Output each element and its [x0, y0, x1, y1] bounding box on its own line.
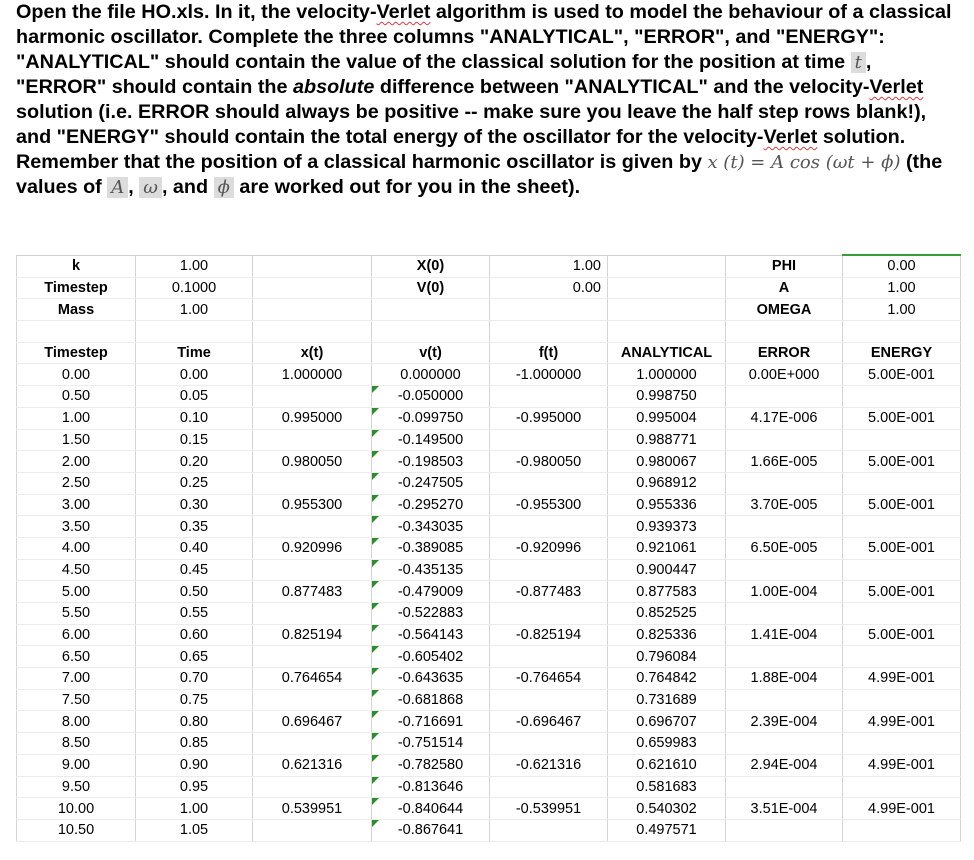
cell-v[interactable]: -0.840644 [372, 798, 490, 820]
cell-time[interactable]: 0.20 [136, 451, 253, 473]
cell-analytical[interactable]: 0.939373 [608, 516, 726, 538]
cell-f[interactable] [490, 472, 608, 494]
cell-error[interactable] [726, 516, 843, 538]
math-symbol-omega: ω [139, 177, 162, 198]
table-row [17, 754, 961, 776]
cell-analytical[interactable]: 0.764842 [608, 668, 726, 690]
cell-f[interactable]: -0.980050 [490, 451, 608, 473]
cell-analytical[interactable]: 0.988771 [608, 429, 726, 451]
table-row [17, 364, 961, 386]
cell-time[interactable]: 1.05 [136, 819, 253, 841]
cell-error[interactable]: 0.00E+000 [726, 364, 843, 386]
cell-analytical[interactable]: 0.968912 [608, 472, 726, 494]
cell-f[interactable] [490, 776, 608, 798]
cell-f[interactable] [490, 733, 608, 755]
cell-f[interactable]: -0.955300 [490, 494, 608, 516]
cell-energy[interactable] [843, 516, 961, 538]
cell-timestep[interactable]: 4.00 [17, 537, 136, 559]
cell-value-phi[interactable]: 0.00 [843, 255, 961, 277]
cell-timestep[interactable]: 0.50 [17, 386, 136, 408]
cell-label-phi[interactable]: PHI [726, 255, 843, 277]
cell-empty[interactable] [726, 321, 843, 343]
table-row [17, 472, 961, 494]
cell-time[interactable]: 0.90 [136, 754, 253, 776]
cell-energy[interactable]: 4.99E-001 [843, 711, 961, 733]
cell-timestep[interactable]: 2.50 [17, 472, 136, 494]
cell-value-omega[interactable]: 1.00 [843, 299, 961, 321]
cell-f[interactable] [490, 559, 608, 581]
cell-empty[interactable] [608, 299, 726, 321]
cell-timestep[interactable]: 7.00 [17, 668, 136, 690]
cell-error[interactable] [726, 776, 843, 798]
instr-text-6: solution. Remember that the position of a classical harmonic oscillator is given by [16, 126, 906, 173]
cell-error[interactable]: 4.17E-006 [726, 407, 843, 429]
cell-x[interactable]: 0.621316 [253, 754, 372, 776]
cell-error[interactable]: 3.70E-005 [726, 494, 843, 516]
spell-flag-verlet-3: Verlet [763, 126, 818, 148]
cell-empty[interactable] [372, 321, 490, 343]
cell-timestep[interactable]: 7.50 [17, 689, 136, 711]
cell-v[interactable]: -0.522883 [372, 603, 490, 625]
cell-x[interactable] [253, 733, 372, 755]
cell-f[interactable]: -0.877483 [490, 581, 608, 603]
cell-time[interactable]: 0.50 [136, 581, 253, 603]
cell-time[interactable]: 0.10 [136, 407, 253, 429]
cell-empty[interactable] [608, 255, 726, 277]
cell-v[interactable]: -0.389085 [372, 537, 490, 559]
cell-empty[interactable] [608, 277, 726, 299]
cell-analytical[interactable]: 0.825336 [608, 624, 726, 646]
table-row [17, 624, 961, 646]
cell-energy[interactable]: 5.00E-001 [843, 624, 961, 646]
cell-x[interactable] [253, 429, 372, 451]
cell-error[interactable] [726, 603, 843, 625]
cell-v[interactable]: -0.605402 [372, 646, 490, 668]
spell-flag-verlet-2: Verlet [869, 76, 924, 98]
cell-timestep[interactable]: 6.00 [17, 624, 136, 646]
cell-label-timestep[interactable]: Timestep [17, 277, 136, 299]
table-row [17, 819, 961, 841]
cell-v[interactable]: -0.782580 [372, 754, 490, 776]
table-row [17, 603, 961, 625]
cell-label-x0[interactable]: X(0) [372, 255, 490, 277]
header-time[interactable]: Time [136, 342, 253, 364]
table-row [17, 537, 961, 559]
header-timestep[interactable]: Timestep [17, 342, 136, 364]
cell-empty[interactable] [490, 321, 608, 343]
cell-energy[interactable]: 5.00E-001 [843, 407, 961, 429]
cell-value-a[interactable]: 1.00 [843, 277, 961, 299]
cell-time[interactable]: 1.00 [136, 798, 253, 820]
cell-energy[interactable]: 5.00E-001 [843, 364, 961, 386]
cell-time[interactable]: 0.60 [136, 624, 253, 646]
cell-time[interactable]: 0.15 [136, 429, 253, 451]
blank-row [17, 321, 961, 343]
cell-energy[interactable] [843, 559, 961, 581]
cell-analytical[interactable]: 0.731689 [608, 689, 726, 711]
cell-v[interactable]: -0.050000 [372, 386, 490, 408]
header-analytical[interactable]: ANALYTICAL [608, 342, 726, 364]
cell-error[interactable] [726, 429, 843, 451]
cell-time[interactable]: 0.35 [136, 516, 253, 538]
cell-v[interactable]: -0.247505 [372, 472, 490, 494]
math-symbol-phi: ϕ [214, 177, 234, 198]
instr-comma: , [128, 176, 140, 198]
table-row [17, 711, 961, 733]
cell-v[interactable]: -0.716691 [372, 711, 490, 733]
cell-timestep[interactable]: 10.50 [17, 819, 136, 841]
cell-timestep[interactable]: 3.50 [17, 516, 136, 538]
cell-v[interactable]: -0.813646 [372, 776, 490, 798]
cell-analytical[interactable]: 0.980067 [608, 451, 726, 473]
cell-v[interactable]: -0.867641 [372, 819, 490, 841]
cell-energy[interactable] [843, 386, 961, 408]
cell-x[interactable]: 0.764654 [253, 668, 372, 690]
cell-error[interactable] [726, 559, 843, 581]
cell-analytical[interactable]: 0.995004 [608, 407, 726, 429]
cell-v[interactable]: -0.295270 [372, 494, 490, 516]
table-row [17, 407, 961, 429]
cell-v[interactable]: -0.149500 [372, 429, 490, 451]
table-row [17, 429, 961, 451]
cell-f[interactable]: -0.764654 [490, 668, 608, 690]
cell-error[interactable] [726, 689, 843, 711]
cell-v[interactable]: -0.751514 [372, 733, 490, 755]
cell-timestep[interactable]: 5.00 [17, 581, 136, 603]
table-row [17, 733, 961, 755]
instr-text-4: difference between "ANALYTICAL" and the velocity- [374, 76, 870, 98]
cell-time[interactable]: 0.00 [136, 364, 253, 386]
cell-v[interactable]: -0.099750 [372, 407, 490, 429]
cell-f[interactable] [490, 689, 608, 711]
cell-timestep[interactable]: 8.00 [17, 711, 136, 733]
formula-oscillator: x (t) = A cos (ωt + ϕ) [707, 152, 901, 173]
instr-text-3: , "ERROR" should contain the [16, 51, 872, 98]
cell-time[interactable]: 0.05 [136, 386, 253, 408]
cell-error[interactable]: 1.66E-005 [726, 451, 843, 473]
cell-x[interactable] [253, 689, 372, 711]
cell-analytical[interactable]: 0.900447 [608, 559, 726, 581]
cell-label-v0[interactable]: V(0) [372, 277, 490, 299]
cell-x[interactable]: 0.995000 [253, 407, 372, 429]
cell-empty[interactable] [253, 321, 372, 343]
table-row [17, 559, 961, 581]
spell-flag-verlet-1: Verlet [376, 1, 431, 23]
cell-energy[interactable] [843, 776, 961, 798]
cell-timestep[interactable]: 3.00 [17, 494, 136, 516]
cell-v[interactable]: -0.435135 [372, 559, 490, 581]
cell-x[interactable] [253, 819, 372, 841]
spreadsheet-grid [16, 254, 961, 842]
table-row [17, 386, 961, 408]
cell-energy[interactable]: 5.00E-001 [843, 581, 961, 603]
cell-time[interactable]: 0.85 [136, 733, 253, 755]
cell-v[interactable]: -0.479009 [372, 581, 490, 603]
cell-x[interactable]: 0.877483 [253, 581, 372, 603]
cell-timestep[interactable]: 8.50 [17, 733, 136, 755]
cell-f[interactable]: -0.920996 [490, 537, 608, 559]
cell-energy[interactable]: 4.99E-001 [843, 754, 961, 776]
instructions-paragraph [16, 0, 966, 200]
cell-x[interactable]: 0.539951 [253, 798, 372, 820]
cell-f[interactable]: -1.000000 [490, 364, 608, 386]
instr-text-5: solution (i.e. ERROR should always be positive -- make sure you leave the half step rows blank!), and "ENERGY" should contain the total energy of the oscillator for the velocity- [16, 101, 927, 148]
cell-energy[interactable]: 5.00E-001 [843, 494, 961, 516]
cell-analytical[interactable]: 0.696707 [608, 711, 726, 733]
cell-analytical[interactable]: 1.000000 [608, 364, 726, 386]
table-row [17, 516, 961, 538]
cell-error[interactable] [726, 819, 843, 841]
header-f[interactable]: f(t) [490, 342, 608, 364]
cell-error[interactable] [726, 646, 843, 668]
table-row [17, 451, 961, 473]
cell-error[interactable] [726, 733, 843, 755]
cell-empty[interactable] [17, 321, 136, 343]
cell-error[interactable]: 2.94E-004 [726, 754, 843, 776]
cell-time[interactable]: 0.55 [136, 603, 253, 625]
cell-error[interactable] [726, 472, 843, 494]
cell-empty[interactable] [843, 321, 961, 343]
cell-energy[interactable] [843, 689, 961, 711]
cell-f[interactable]: -0.825194 [490, 624, 608, 646]
cell-empty[interactable] [372, 299, 490, 321]
cell-analytical[interactable]: 0.540302 [608, 798, 726, 820]
cell-error[interactable]: 1.00E-004 [726, 581, 843, 603]
cell-empty[interactable] [136, 321, 253, 343]
cell-timestep[interactable]: 1.50 [17, 429, 136, 451]
cell-analytical[interactable]: 0.998750 [608, 386, 726, 408]
cell-empty[interactable] [608, 321, 726, 343]
cell-value-k[interactable]: 1.00 [136, 255, 253, 277]
cell-error[interactable] [726, 386, 843, 408]
cell-x[interactable] [253, 516, 372, 538]
cell-f[interactable]: -0.696467 [490, 711, 608, 733]
cell-time[interactable]: 0.40 [136, 537, 253, 559]
math-symbol-a: A [107, 177, 128, 198]
cell-v[interactable]: 0.000000 [372, 364, 490, 386]
cell-energy[interactable]: 5.00E-001 [843, 451, 961, 473]
header-x[interactable]: x(t) [253, 342, 372, 364]
cell-v[interactable]: -0.198503 [372, 451, 490, 473]
header-energy[interactable]: ENERGY [843, 342, 961, 364]
param-row-3 [17, 299, 961, 321]
cell-x[interactable] [253, 386, 372, 408]
cell-energy[interactable] [843, 819, 961, 841]
cell-x[interactable]: 0.980050 [253, 451, 372, 473]
cell-x[interactable] [253, 646, 372, 668]
cell-energy[interactable]: 4.99E-001 [843, 798, 961, 820]
instr-text-1: Open the file HO.xls. In it, the velocity- [16, 1, 377, 23]
cell-timestep[interactable]: 2.00 [17, 451, 136, 473]
cell-energy[interactable] [843, 472, 961, 494]
cell-error[interactable]: 1.41E-004 [726, 624, 843, 646]
cell-energy[interactable]: 5.00E-001 [843, 537, 961, 559]
instr-text-2: algorithm is used to model the behaviour of a classical harmonic oscillator. Complete the three columns "ANALYTICAL", "ERROR", and "ENERGY": "ANALYTICAL" should contain the value of the classical solution for the position at time [16, 1, 952, 73]
cell-analytical[interactable]: 0.955336 [608, 494, 726, 516]
cell-label-a[interactable]: A [726, 277, 843, 299]
table-row [17, 689, 961, 711]
math-symbol-t: t [851, 52, 866, 73]
table-row [17, 581, 961, 603]
cell-energy[interactable] [843, 603, 961, 625]
cell-analytical[interactable]: 0.659983 [608, 733, 726, 755]
cell-time[interactable]: 0.75 [136, 689, 253, 711]
cell-f[interactable] [490, 603, 608, 625]
cell-time[interactable]: 0.70 [136, 668, 253, 690]
cell-analytical[interactable]: 0.621610 [608, 754, 726, 776]
cell-f[interactable]: -0.539951 [490, 798, 608, 820]
table-row [17, 798, 961, 820]
cell-label-mass[interactable]: Mass [17, 299, 136, 321]
cell-error[interactable]: 3.51E-004 [726, 798, 843, 820]
cell-empty[interactable] [253, 277, 372, 299]
cell-value-timestep[interactable]: 0.1000 [136, 277, 253, 299]
cell-error[interactable]: 6.50E-005 [726, 537, 843, 559]
instr-text-9: are worked out for you in the sheet). [233, 176, 581, 198]
cell-f[interactable] [490, 646, 608, 668]
cell-empty[interactable] [253, 255, 372, 277]
cell-energy[interactable] [843, 733, 961, 755]
cell-timestep[interactable]: 4.50 [17, 559, 136, 581]
param-row-2 [17, 277, 961, 299]
cell-f[interactable] [490, 386, 608, 408]
cell-time[interactable]: 0.95 [136, 776, 253, 798]
cell-f[interactable] [490, 516, 608, 538]
cell-time[interactable]: 0.45 [136, 559, 253, 581]
table-row [17, 646, 961, 668]
table-row [17, 776, 961, 798]
data-rows [17, 364, 961, 841]
cell-analytical[interactable]: 0.852525 [608, 603, 726, 625]
cell-v[interactable]: -0.681868 [372, 689, 490, 711]
cell-x[interactable] [253, 776, 372, 798]
cell-v[interactable]: -0.343035 [372, 516, 490, 538]
cell-value-x0[interactable]: 1.00 [490, 255, 608, 277]
cell-time[interactable]: 0.30 [136, 494, 253, 516]
cell-label-k[interactable]: k [17, 255, 136, 277]
cell-x[interactable]: 0.825194 [253, 624, 372, 646]
cell-time[interactable]: 0.25 [136, 472, 253, 494]
instr-text-8: , and [161, 176, 214, 198]
cell-analytical[interactable]: 0.581683 [608, 776, 726, 798]
cell-analytical[interactable]: 0.796084 [608, 646, 726, 668]
cell-f[interactable] [490, 819, 608, 841]
cell-x[interactable]: 0.920996 [253, 537, 372, 559]
cell-timestep[interactable]: 9.50 [17, 776, 136, 798]
cell-timestep[interactable]: 6.50 [17, 646, 136, 668]
cell-energy[interactable] [843, 429, 961, 451]
cell-empty[interactable] [490, 299, 608, 321]
cell-timestep[interactable]: 0.00 [17, 364, 136, 386]
cell-analytical[interactable]: 0.921061 [608, 537, 726, 559]
header-v[interactable]: v(t) [372, 342, 490, 364]
cell-f[interactable] [490, 429, 608, 451]
cell-value-mass[interactable]: 1.00 [136, 299, 253, 321]
cell-label-omega[interactable]: OMEGA [726, 299, 843, 321]
param-row-1 [17, 255, 961, 277]
cell-empty[interactable] [253, 299, 372, 321]
cell-v[interactable]: -0.564143 [372, 624, 490, 646]
cell-x[interactable]: 1.000000 [253, 364, 372, 386]
cell-timestep[interactable]: 5.50 [17, 603, 136, 625]
cell-timestep[interactable]: 1.00 [17, 407, 136, 429]
cell-energy[interactable] [843, 646, 961, 668]
header-error[interactable]: ERROR [726, 342, 843, 364]
cell-x[interactable]: 0.696467 [253, 711, 372, 733]
cell-error[interactable]: 2.39E-004 [726, 711, 843, 733]
cell-analytical[interactable]: 0.497571 [608, 819, 726, 841]
cell-x[interactable] [253, 603, 372, 625]
cell-time[interactable]: 0.80 [136, 711, 253, 733]
cell-energy[interactable]: 4.99E-001 [843, 668, 961, 690]
instr-emphasis-absolute: absolute [293, 76, 375, 98]
cell-x[interactable] [253, 472, 372, 494]
header-row [17, 342, 961, 364]
cell-analytical[interactable]: 0.877583 [608, 581, 726, 603]
cell-time[interactable]: 0.65 [136, 646, 253, 668]
table-row [17, 494, 961, 516]
instr-text-7: (the values of [16, 151, 943, 198]
cell-timestep[interactable]: 9.00 [17, 754, 136, 776]
cell-x[interactable]: 0.955300 [253, 494, 372, 516]
cell-f[interactable]: -0.995000 [490, 407, 608, 429]
cell-f[interactable]: -0.621316 [490, 754, 608, 776]
cell-timestep[interactable]: 10.00 [17, 798, 136, 820]
cell-value-v0[interactable]: 0.00 [490, 277, 608, 299]
cell-x[interactable] [253, 559, 372, 581]
table-row [17, 668, 961, 690]
cell-v[interactable]: -0.643635 [372, 668, 490, 690]
cell-error[interactable]: 1.88E-004 [726, 668, 843, 690]
